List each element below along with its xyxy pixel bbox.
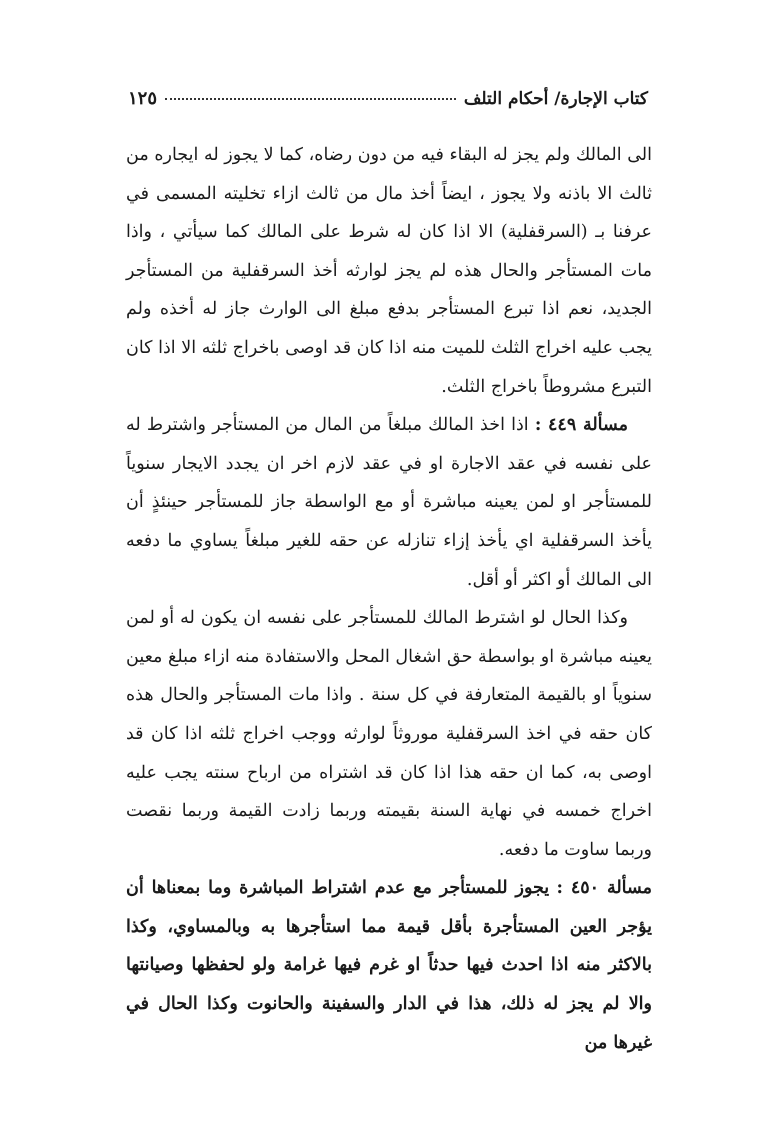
- paragraph: [126, 599, 652, 869]
- paragraph-text: اذا اخذ المالك مبلغاً من المال من المستأجر واشترط له على نفسه في عقد الاجارة او في عقد لازم اخر ان يجدد الايجار سنوياً للمستأجر او لمن يعينه مباشرة أو مع الواسطة جاز للمستأجر حينئذٍ أن يأخذ السرقفلية اي يأخذ إزاء تنازله عن حقه للغير مبلغاً يساوي ما دفعه الى المالك أو اكثر أو أقل.: [126, 415, 652, 590]
- page-body: [126, 136, 652, 1062]
- running-header: [128, 88, 648, 120]
- leader-dots: [165, 98, 456, 100]
- paragraph: [126, 136, 652, 406]
- paragraph-text: يجوز للمستأجر مع عدم اشتراط المباشرة وما بمعناها أن يؤجر العين المستأجرة بأقل قيمة مما استأجرها به وبالمساوي، وكذا بالاكثر منه اذا احدث فيها حدثاً او غرم فيها غرامة ولو لحفظها وصيانتها والا لم يجز له ذلك، هذا في الدار والسفينة والحانوت وكذا الحال في غيرها من: [126, 878, 652, 1053]
- issue-number: مسألة ٤٥٠ :: [556, 878, 652, 899]
- page-number: ١٢٥: [128, 88, 158, 109]
- paragraph-text: وكذا الحال لو اشترط المالك للمستأجر على نفسه ان يكون له أو لمن يعينه مباشرة او بواسطة حق اشغال المحل والاستفادة منه ازاء مبلغ معين سنوياً او بالقيمة المتعارفة في كل سنة . واذا مات المستأجر والحال هذه كان حقه في اخذ السرقفلية موروثاً لوارثه ووجب اخراج ثلثه اذا كان قد اوصى به، كما ان حقه هذا اذا كان قد اشتراه من ارباح سنته يجب عليه اخراج خمسه في نهاية السنة بقيمته وربما زادت القيمة وربما نقصت وربما ساوت ما دفعه.: [126, 608, 652, 860]
- paragraph-text: الى المالك ولم يجز له البقاء فيه من دون رضاه، كما لا يجوز له ايجاره من ثالث الا باذنه ولا يجوز ، ايضاً أخذ مال من ثالث ازاء تخليته المسمى في عرفنا بـ (السرقفلية) الا اذا كان له شرط على المالك كما سيأتي ، واذا مات المستأجر والحال هذه لم يجز لوارثه أخذ السرقفلية من المستأجر الجديد، نعم اذا تبرع المستأجر بدفع مبلغ الى الوارث جاز له أخذه ولم يجب عليه اخراج الثلث للميت منه اذا كان قد اوصى باخراج ثلثه الا اذا كان التبرع مشروطاً باخراج الثلث.: [126, 145, 652, 397]
- chapter-title: كتاب الإجارة/ أحكام التلف: [463, 89, 648, 109]
- issue-paragraph: [126, 869, 652, 1062]
- issue-paragraph: [126, 406, 652, 599]
- issue-number: مسألة ٤٤٩ :: [534, 415, 628, 436]
